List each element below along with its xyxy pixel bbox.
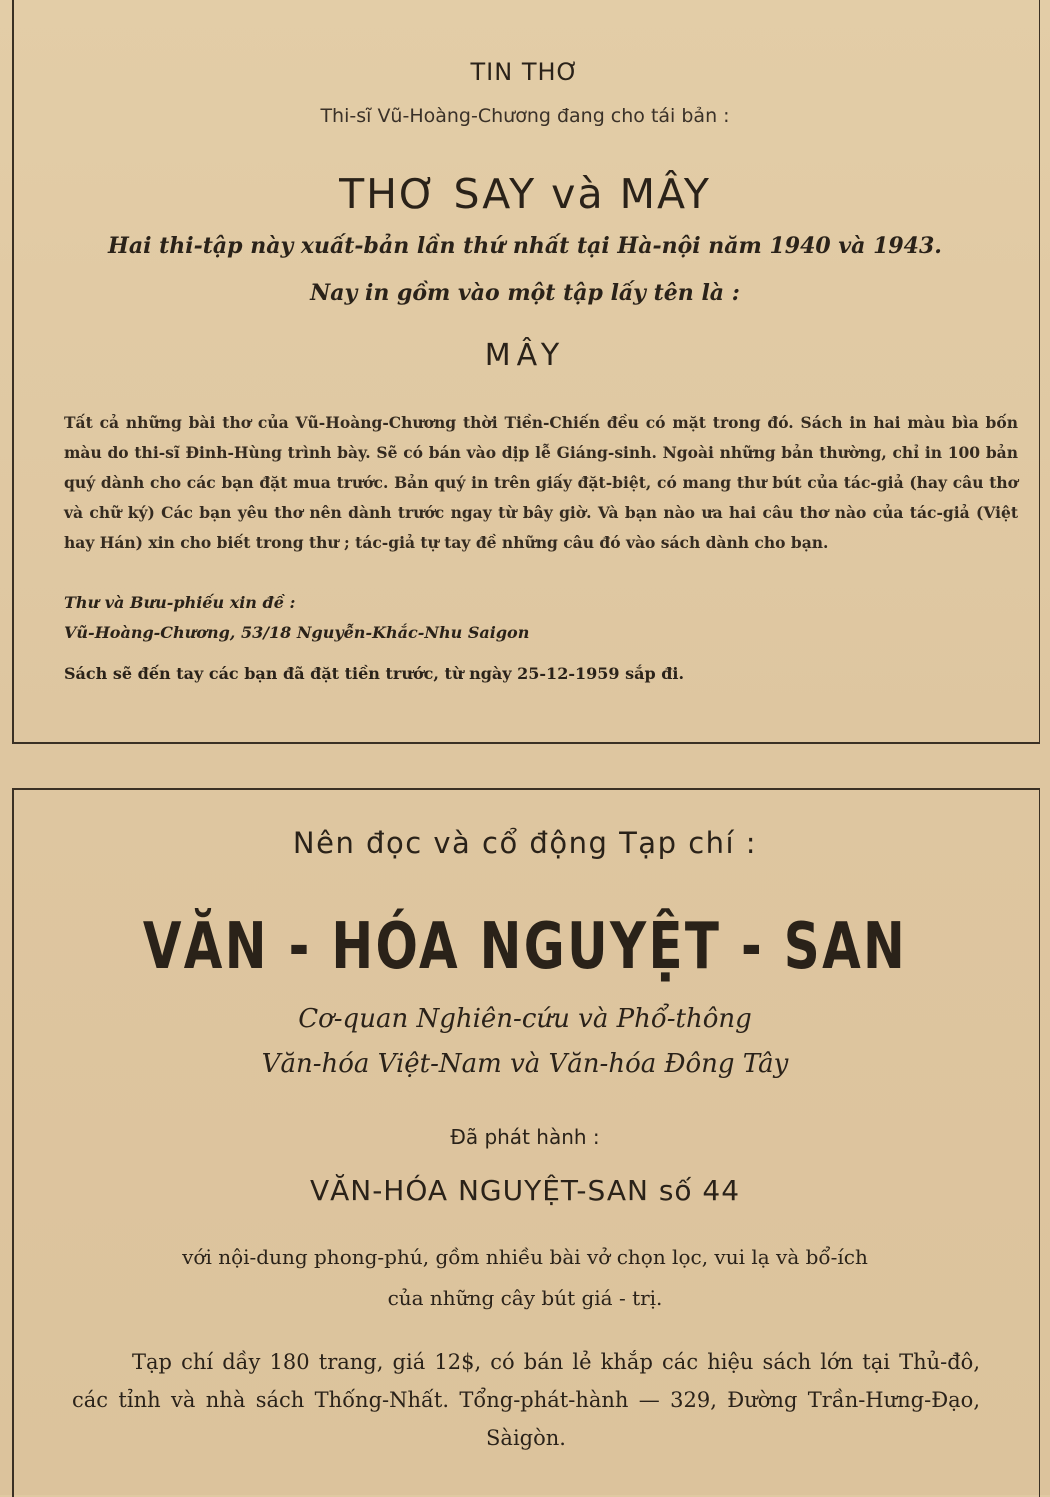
ad2-released-label: Đã phát hành : <box>450 1125 600 1149</box>
ad1-address-label: Thư và Bưu-phiếu xin đề : <box>64 593 296 612</box>
ad2-price-paragraph <box>72 1343 980 1457</box>
ad2-heading: Nên đọc và cổ động Tạp chí : <box>292 826 758 860</box>
ad2-italic-line2: Văn-hóa Việt-Nam và Văn-hóa Đông Tây <box>261 1049 789 1079</box>
ad2-content-line1: với nội-dung phong-phú, gồm nhiều bài vở chọn lọc, vui lạ và bổ-ích <box>182 1245 868 1269</box>
ad1-title: THƠ SAY và MÂY <box>339 170 711 218</box>
ad1-italic-line2: Nay in gồm vào một tập lấy tên là : <box>310 280 740 306</box>
ad1-heading: TIN THƠ <box>470 58 580 86</box>
ad2-title: VĂN - HÓA NGUYỆT - SAN <box>142 910 908 984</box>
ad1-italic-line1: Hai thi-tập này xuất-bản lần thứ nhất tại Hà-nội năm 1940 và 1943. <box>108 233 942 259</box>
ad2-italic-line1: Cơ-quan Nghiên-cứu và Phổ-thông <box>298 1004 752 1034</box>
ad1-note: Sách sẽ đến tay các bạn đã đặt tiền trước, từ ngày 25-12-1959 sắp đi. <box>64 664 685 683</box>
ad1-book-title: MÂY <box>484 338 566 373</box>
ad2-price-text: Tạp chí dầy 180 trang, giá 12$, có bán lẻ khắp các hiệu sách lớn tại Thủ-đô, các tỉnh và nhà sách Thống-Nhất. Tổng-phát-hành — 329, Đường Trần-Hưng-Đạo, Sàigòn. <box>72 1350 980 1450</box>
ad1-subheading: Thi-sĩ Vũ-Hoàng-Chương đang cho tái bản : <box>320 105 730 127</box>
ad1-paragraph: Tất cả những bài thơ của Vũ-Hoàng-Chương thời Tiền-Chiến đều có mặt trong đó. Sách in hai màu bìa bốn màu do thi-sĩ Đinh-Hùng trình bày. Sẽ có bán vào dịp lễ Giáng-sinh. Ngoài những bản thường, chỉ in 100 bản quý dành cho các bạn đặt mua trước. Bản quý in trên giấy đặt-biệt, có mang thư bút của tác-giả (hay câu thơ và chữ ký) Các bạn yêu thơ nên dành trước ngay từ bây giờ. Và bạn nào ưa hai câu thơ nào của tác-giả (Việt hay Hán) xin cho biết trong thư ; tác-giả tự tay đề những câu đó vào sách dành cho bạn. <box>64 413 1018 552</box>
ad1-address: Vũ-Hoàng-Chương, 53/18 Nguyễn-Khắc-Nhu Saigon <box>64 623 530 642</box>
ad2-issue: VĂN-HÓA NGUYỆT-SAN số 44 <box>309 1174 741 1207</box>
ad2-content-line2: của những cây bút giá - trị. <box>387 1286 663 1310</box>
